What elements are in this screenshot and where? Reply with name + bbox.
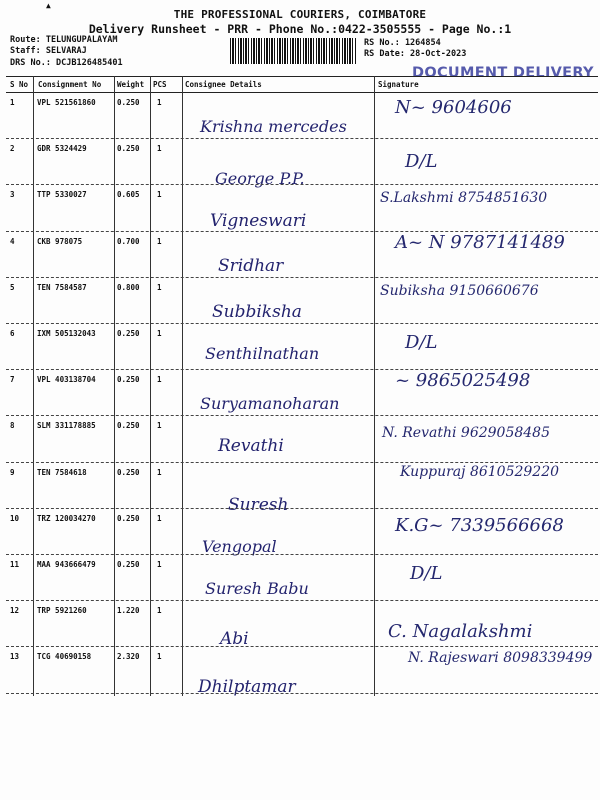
row-sno: 10 <box>10 513 20 523</box>
document-delivery-stamp: DOCUMENT DELIVERY <box>412 65 594 81</box>
row-consignee-name: Sridhar <box>218 255 284 276</box>
row-weight: 0.250 <box>117 421 140 431</box>
row-weight: 0.250 <box>117 560 140 569</box>
row-sno: 3 <box>10 190 15 200</box>
staff-label: Staff: SELVARAJ <box>10 46 87 56</box>
row-weight: 0.250 <box>117 98 140 107</box>
row-sno: 12 <box>10 606 20 616</box>
row-consignee-name: Krishna mercedes <box>200 117 347 136</box>
runsheet-title: Delivery Runsheet - PRR - Phone No.:0422-3505555 - Page No.:1 <box>88 22 512 36</box>
table-row <box>0 185 600 231</box>
row-weight: 2.320 <box>117 652 140 662</box>
row-consignment-no: MAA 943666479 <box>37 560 96 569</box>
table-row <box>0 139 600 189</box>
table-row <box>0 278 600 324</box>
row-consignee-name: Dhilptamar <box>198 677 296 698</box>
row-pcs: 1 <box>157 375 162 385</box>
row-consignment-no: GDR 5324429 <box>37 144 87 154</box>
row-weight: 0.700 <box>117 236 140 246</box>
row-sno: 7 <box>10 375 15 385</box>
row-weight: 0.250 <box>117 329 140 338</box>
row-sno: 1 <box>10 98 15 107</box>
table-row <box>0 232 600 278</box>
row-consignment-no: TRP 5921260 <box>37 606 87 616</box>
row-signature: ~ 9865025498 <box>395 370 531 392</box>
col-header-weight: Weight <box>117 80 145 89</box>
table-row <box>0 601 600 650</box>
row-consignee-name: Vigneswari <box>210 211 307 232</box>
row-pcs: 1 <box>157 236 162 246</box>
row-signature: D/L <box>405 151 438 173</box>
table-row <box>0 509 600 555</box>
table-row <box>0 463 600 515</box>
row-consignee-name: Vengopal <box>202 536 277 556</box>
company-title: THE PROFESSIONAL COURIERS, COIMBATORE <box>173 8 427 21</box>
col-header-signature: Signature <box>378 80 419 89</box>
row-consignee-name: Revathi <box>218 436 284 457</box>
row-sno: 2 <box>10 144 15 154</box>
tick-mark: ▲ <box>46 1 51 10</box>
row-pcs: 1 <box>157 144 162 154</box>
table-row <box>0 93 600 139</box>
table-row <box>0 555 600 601</box>
header-top-rule <box>6 76 598 77</box>
table-row <box>0 370 600 416</box>
row-pcs: 1 <box>157 282 162 292</box>
row-signature: K.G~ 7339566668 <box>395 514 564 536</box>
row-signature: N. Revathi 9629058485 <box>382 425 550 442</box>
rs-date: RS Date: 28-Oct-2023 <box>364 49 467 59</box>
col-header-pcs: PCS <box>153 80 167 89</box>
drs-label: DRS No.: DCJB126485401 <box>10 58 123 68</box>
row-weight: 0.250 <box>117 467 140 477</box>
row-sno: 9 <box>10 467 15 477</box>
row-pcs: 1 <box>157 190 162 200</box>
row-consignment-no: TEN 7584587 <box>37 282 87 292</box>
row-weight: 0.250 <box>117 513 140 523</box>
row-pcs: 1 <box>157 606 162 616</box>
row-sno: 11 <box>10 560 20 569</box>
row-weight: 0.250 <box>117 375 140 385</box>
row-weight: 0.250 <box>117 144 140 154</box>
row-sno: 5 <box>10 282 15 292</box>
row-consignee-name: George P.P. <box>215 169 305 189</box>
row-sno: 6 <box>10 329 15 338</box>
row-signature: N~ 9604606 <box>395 97 512 118</box>
barcode <box>230 38 356 64</box>
row-divider <box>6 693 598 694</box>
row-consignee-name: Suryamanoharan <box>200 394 340 414</box>
table-row <box>0 416 600 462</box>
row-pcs: 1 <box>157 98 162 107</box>
row-sno: 8 <box>10 421 15 431</box>
row-signature: D/L <box>410 563 443 584</box>
col-header-consignee: Consignee Details <box>185 80 262 89</box>
row-pcs: 1 <box>157 467 162 477</box>
rs-number: RS No.: 1264854 <box>364 38 441 48</box>
row-consignee-name: Senthilnathan <box>205 344 320 363</box>
row-pcs: 1 <box>157 652 162 662</box>
row-weight: 0.605 <box>117 190 140 200</box>
row-signature: Subiksha 9150660676 <box>380 282 539 299</box>
table-row <box>0 324 600 370</box>
row-sno: 13 <box>10 652 20 662</box>
row-consignment-no: IXM 505132043 <box>37 329 96 338</box>
row-signature: D/L <box>405 332 438 353</box>
col-header-sno: S No <box>10 80 29 89</box>
row-consignment-no: TEN 7584618 <box>37 467 87 477</box>
row-consignment-no: TTP 5330027 <box>37 190 87 200</box>
row-signature: N. Rajeswari 8098339499 <box>408 650 593 667</box>
row-weight: 0.800 <box>117 282 140 292</box>
row-weight: 1.220 <box>117 606 140 616</box>
row-consignee-name: Abi <box>220 629 249 650</box>
row-pcs: 1 <box>157 421 162 431</box>
row-consignment-no: SLM 331178885 <box>37 421 96 431</box>
row-consignee-name: Suresh <box>228 494 289 515</box>
row-consignee-name: Suresh Babu <box>205 579 309 598</box>
row-signature: C. Nagalakshmi <box>388 621 533 643</box>
row-consignment-no: TRZ 120034270 <box>37 513 96 523</box>
row-sno: 4 <box>10 236 15 246</box>
row-consignment-no: VPL 521561860 <box>37 98 96 107</box>
route-label: Route: TELUNGUPALAYAM <box>10 35 118 45</box>
row-consignment-no: CKB 978075 <box>37 236 83 246</box>
row-signature: A~ N 9787141489 <box>395 231 565 253</box>
row-pcs: 1 <box>157 560 162 569</box>
col-header-consignment: Consignment No <box>38 80 102 89</box>
row-pcs: 1 <box>157 329 162 338</box>
row-consignee-name: Subbiksha <box>212 301 302 322</box>
table-row <box>0 647 600 698</box>
row-consignment-no: TCG 40690158 <box>37 652 92 662</box>
row-signature: Kuppuraj 8610529220 <box>400 463 560 480</box>
row-pcs: 1 <box>157 513 162 523</box>
row-consignment-no: VPL 403138704 <box>37 375 96 385</box>
row-signature: S.Lakshmi 8754851630 <box>380 190 548 207</box>
